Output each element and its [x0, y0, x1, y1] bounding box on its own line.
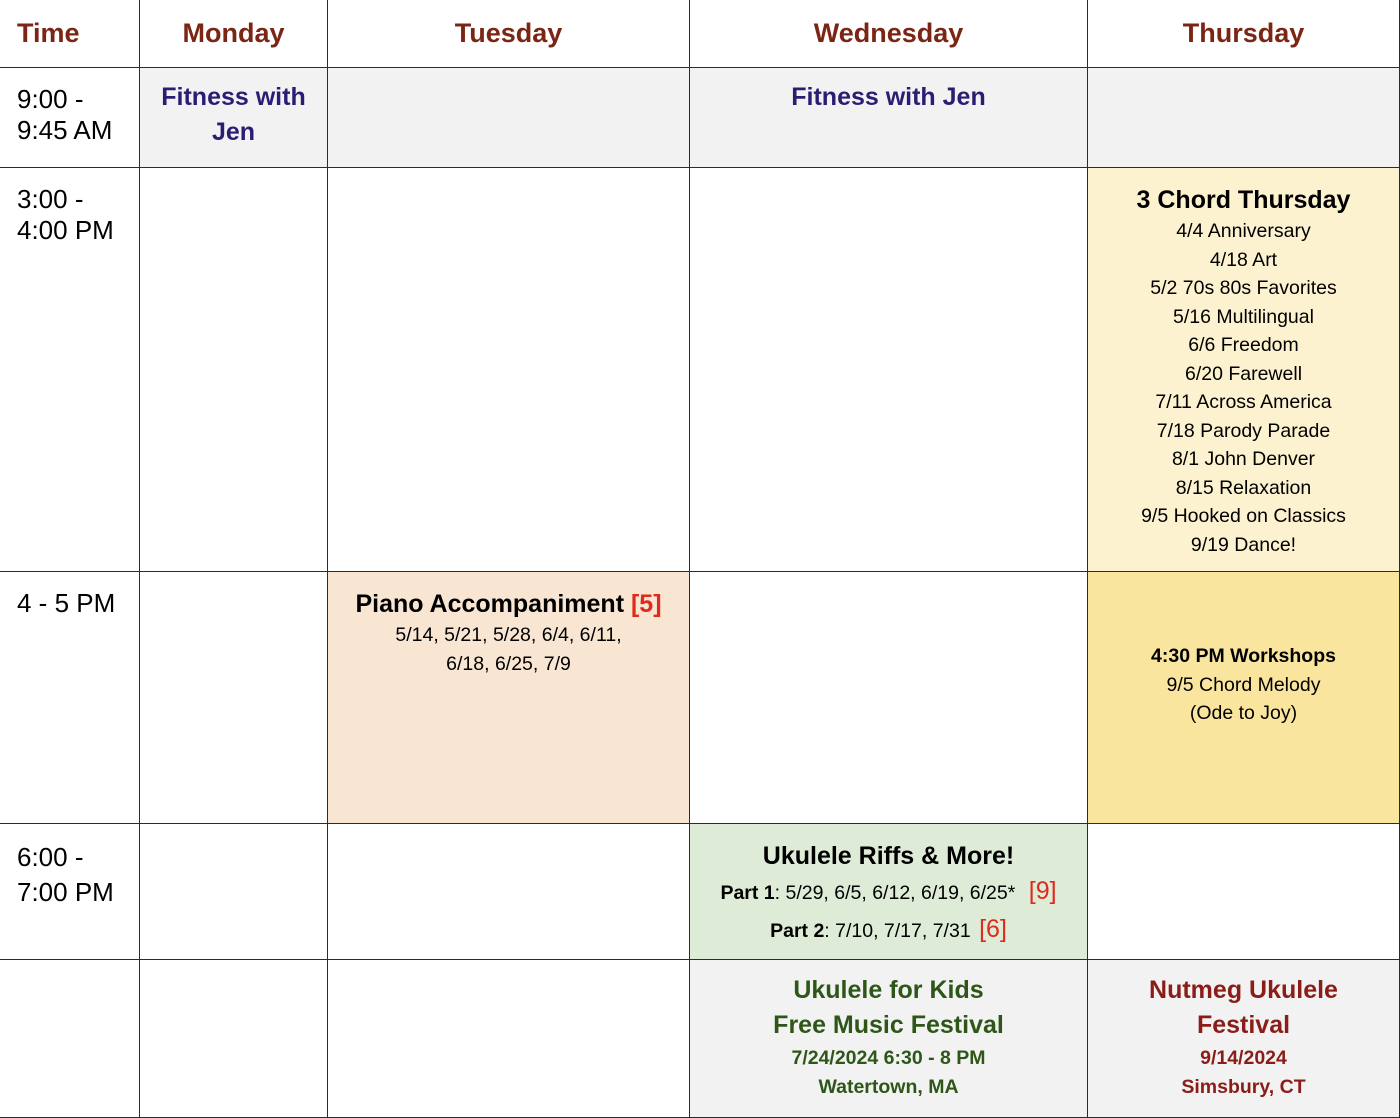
kids-title-line1: Ukulele for Kids: [793, 976, 984, 1004]
wednesday-empty-r2: [690, 168, 1088, 572]
time-label: 4 - 5 PM: [17, 588, 116, 618]
header-monday: Monday: [140, 0, 328, 68]
fitness-label: Fitness with Jen: [791, 83, 986, 111]
three-chord-item: 8/15 Relaxation: [1175, 476, 1312, 499]
part2-dates: : 7/10, 7/17, 7/31: [824, 920, 971, 942]
monday-empty-r4: [140, 824, 328, 960]
tuesday-empty-r2: [328, 168, 690, 572]
three-chord-item: 8/1 John Denver: [1171, 448, 1316, 470]
three-chord-item: 7/11 Across America: [1155, 391, 1332, 413]
three-chord-item: 6/6 Freedom: [1188, 334, 1299, 356]
monday-empty-r3: [140, 572, 328, 824]
piano-title-line: [328, 587, 689, 621]
ukulele-riffs-cell: [690, 824, 1088, 960]
monday-fitness-cell: [140, 68, 328, 168]
piano-count-badge: [5]: [630, 590, 662, 618]
time-label: 9:00 - 9:45 AM: [17, 84, 113, 145]
part2-label: Part 2: [770, 920, 825, 942]
header-time: Time: [0, 0, 140, 68]
time-cell-r2: [0, 168, 140, 572]
nutmeg-title-line1: Nutmeg Ukulele: [1149, 976, 1338, 1004]
tuesday-empty-r5: [328, 960, 690, 1118]
three-chord-item: 9/5 Hooked on Classics: [1141, 505, 1346, 527]
wednesday-fitness-cell: [690, 68, 1088, 168]
time-cell-r4: [0, 824, 140, 960]
thursday-empty-r4: [1088, 824, 1400, 960]
nutmeg-date: 9/14/2024: [1200, 1047, 1287, 1069]
kids-location: Watertown, MA: [818, 1076, 959, 1098]
three-chord-thursday-cell: [1088, 168, 1400, 572]
thursday-empty-r1: [1088, 68, 1400, 168]
tuesday-empty-r1: [328, 68, 690, 168]
monday-empty-r5: [140, 960, 328, 1118]
kids-title-line2: Free Music Festival: [773, 1011, 1004, 1039]
riffs-part2-line: [690, 911, 1087, 949]
three-chord-title: 3 Chord Thursday: [1136, 186, 1351, 214]
three-chord-item: 5/16 Multilingual: [1173, 305, 1314, 328]
header-wednesday: Wednesday: [690, 0, 1088, 68]
fitness-label: Fitness with Jen: [161, 83, 306, 146]
time-cell-r5: [0, 960, 140, 1118]
nutmeg-title-line2: Festival: [1196, 1011, 1291, 1039]
three-chord-item: 7/18 Parody Parade: [1156, 419, 1331, 442]
workshops-cell: [1088, 572, 1400, 824]
workshops-item: (Ode to Joy): [1189, 702, 1298, 724]
wednesday-empty-r3: [690, 572, 1088, 824]
piano-title: Piano Accompaniment: [355, 590, 625, 618]
riffs-part1-line: [690, 873, 1087, 911]
three-chord-item: 4/4 Anniversary: [1176, 220, 1311, 242]
workshops-title: 4:30 PM Workshops: [1151, 645, 1336, 667]
part1-dates: : 5/29, 6/5, 6/12, 6/19, 6/25*: [774, 882, 1016, 904]
three-chord-item: 6/20 Farewell: [1184, 362, 1303, 385]
time-label: 6:00 - 7:00 PM: [17, 842, 114, 907]
header-thursday: Thursday: [1088, 0, 1400, 68]
piano-dates: 5/14, 5/21, 5/28, 6/4, 6/11,: [395, 624, 622, 646]
riffs-title: Ukulele Riffs & More!: [762, 842, 1015, 870]
piano-dates: 6/18, 6/25, 7/9: [446, 652, 571, 675]
monday-empty-r2: [140, 168, 328, 572]
part2-count-badge: [6]: [979, 915, 1007, 943]
piano-accompaniment-cell: [328, 572, 690, 824]
three-chord-item: 4/18 Art: [1209, 248, 1278, 271]
nutmeg-location: Simsbury, CT: [1181, 1076, 1306, 1098]
header-tuesday: Tuesday: [328, 0, 690, 68]
kids-date: 7/24/2024 6:30 - 8 PM: [791, 1047, 986, 1069]
part1-label: Part 1: [720, 882, 775, 904]
time-label: 3:00 - 4:00 PM: [17, 184, 114, 245]
part1-count-badge: [9]: [1028, 877, 1057, 905]
time-cell-r1: [0, 68, 140, 168]
time-cell-r3: [0, 572, 140, 824]
three-chord-item: 9/19 Dance!: [1190, 533, 1297, 556]
workshops-item: 9/5 Chord Melody: [1166, 673, 1321, 696]
tuesday-empty-r4: [328, 824, 690, 960]
three-chord-item: 5/2 70s 80s Favorites: [1150, 277, 1337, 299]
ukulele-for-kids-cell: [690, 960, 1088, 1118]
nutmeg-festival-cell: [1088, 960, 1400, 1118]
